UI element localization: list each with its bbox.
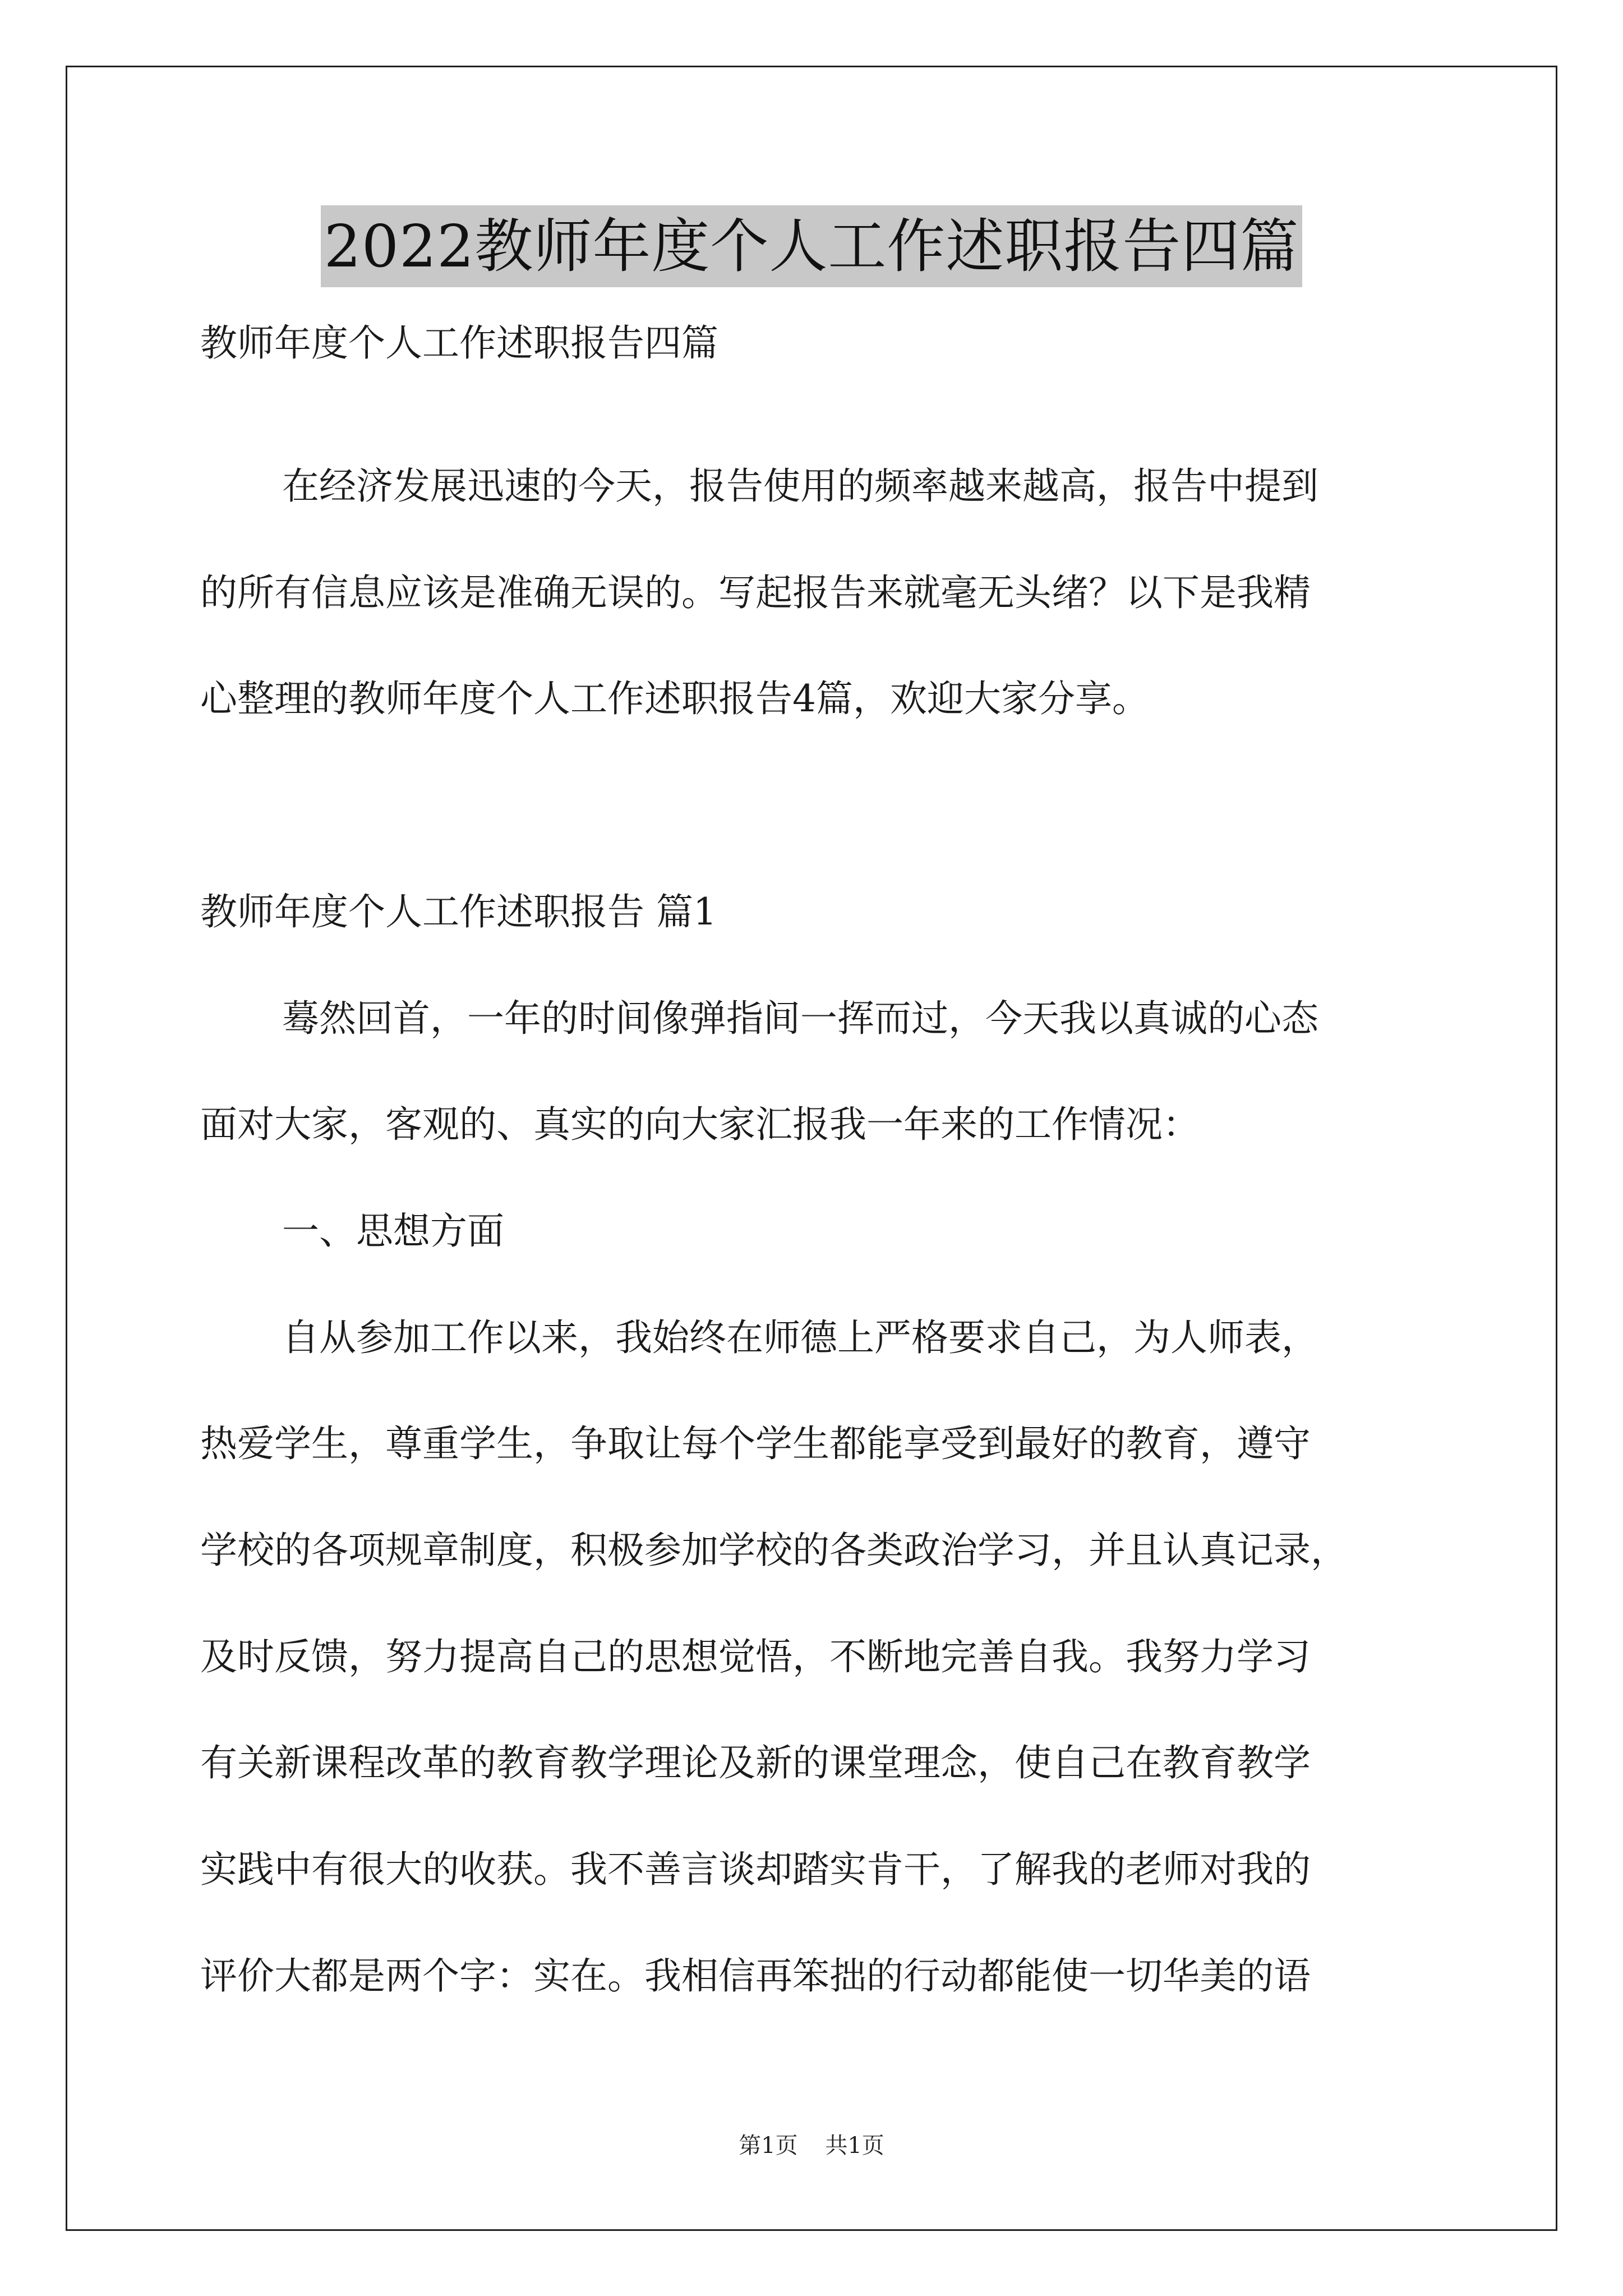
paragraph-line: 实践中有很大的收获。我不善言谈却踏实肯干，了解我的老师对我的 [200,1848,1311,1891]
document-title: 2022教师年度个人工作述职报告四篇 [321,205,1303,287]
paragraph-line: 蓦然回首，一年的时间像弹指间一挥而过，今天我以真诚的心态 [282,997,1318,1040]
paragraph-line: 评价大都是两个字：实在。我相信再笨拙的行动都能使一切华美的语 [200,1954,1311,1998]
paragraph-line: 面对大家，客观的、真实的向大家汇报我一年来的工作情况： [200,1103,1200,1146]
paragraph-line: 自从参加工作以来，我始终在师德上严格要求自己，为人师表， [282,1316,1318,1359]
paragraph-line: 学校的各项规章制度，积极参加学校的各类政治学习，并且认真记录， [200,1529,1348,1572]
paragraph-line: 热爱学生，尊重学生，争取让每个学生都能享受到最好的教育，遵守 [200,1422,1311,1465]
title-container [0,205,1623,287]
page-total: 共1页 [825,2133,884,2159]
subsection-heading: 一、思想方面 [282,1209,504,1253]
paragraph-line: 有关新课程改革的教育教学理论及新的课堂理念，使自己在教育教学 [200,1741,1311,1784]
subtitle-line: 教师年度个人工作述职报告四篇 [200,321,718,365]
paragraph-line: 心整理的教师年度个人工作述职报告4篇，欢迎大家分享。 [200,677,1149,720]
paragraph-line: 在经济发展迅速的今天，报告使用的频率越来越高，报告中提到 [282,464,1318,508]
paragraph-line: 的所有信息应该是准确无误的。写起报告来就毫无头绪？以下是我精 [200,571,1311,614]
page-footer [0,2132,1623,2160]
paragraph-line: 及时反馈，努力提高自己的思想觉悟，不断地完善自我。我努力学习 [200,1635,1311,1678]
page-number: 第1页 [739,2133,798,2159]
section-heading: 教师年度个人工作述职报告 篇1 [200,890,717,933]
